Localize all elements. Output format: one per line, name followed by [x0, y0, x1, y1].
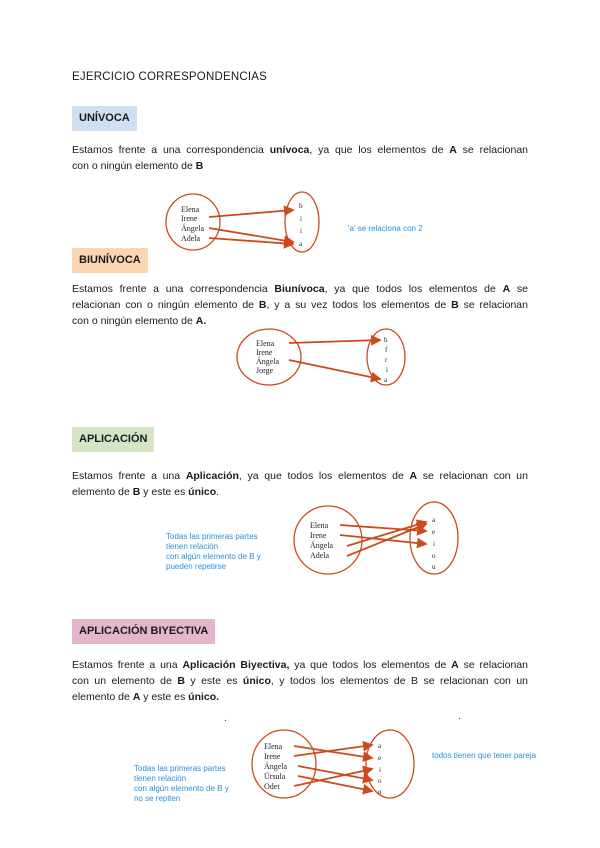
mapping-arrow	[209, 238, 293, 244]
aplicacion-diagram	[292, 502, 467, 577]
set-b-element: i	[433, 540, 435, 548]
set-b-element: e	[378, 754, 382, 762]
section-tag-aplicacion: APLICACIÓN	[72, 427, 154, 452]
mapping-arrow	[209, 210, 293, 217]
biunivoca-paragraph: Estamos frente a una correspondencia Biunívoca, ya que todos los elementos de A se relacionan con o ningún elemento de B, y a su vez todos los elementos de B se relacionan con o ningún elemento de A.	[72, 283, 528, 327]
set-b-element: e	[432, 528, 436, 536]
set-a-element: Elena	[310, 521, 329, 530]
mapping-arrow	[289, 340, 380, 343]
mapping-arrow	[289, 360, 380, 379]
set-a-element: Odet	[264, 782, 280, 791]
set-a-element: Ángela	[310, 541, 334, 550]
set-a-ellipse	[294, 506, 362, 574]
set-a-element: Adela	[181, 234, 201, 243]
set-a-element: Jorge	[256, 366, 274, 375]
set-b-element: a	[378, 742, 382, 750]
mapping-arrow	[294, 746, 372, 758]
set-b-element: i	[300, 227, 302, 235]
mapping-arrow	[294, 745, 372, 756]
set-b-element: a	[299, 240, 303, 248]
univoca-paragraph: Estamos frente a una correspondencia unívoca, ya que los elementos de A se relacionan con o ningún elemento de B	[72, 144, 529, 172]
set-a-element: Elena	[264, 742, 283, 751]
biyectiva-paragraph: Estamos frente a una Aplicación Biyectiva, ya que todos los elementos de A se relacionan con un elemento de B y este es único, y todos los elementos de B se relacionan con un elemento de A y este es único.	[72, 659, 529, 703]
set-b-element: u	[432, 563, 436, 571]
set-b-element: o	[432, 552, 436, 560]
aplicacion-note: Todas las primeras partes tienen relación con algún elemento de B y pueden repetirse	[166, 532, 261, 571]
biyectiva-note-right: todos tienen que tener pareja	[432, 751, 537, 760]
set-a-element: Ángela	[256, 357, 280, 366]
set-a-element: Adela	[310, 551, 330, 560]
univoca-note: 'a' se relaciona con 2	[348, 224, 423, 233]
set-a-element: Irene	[264, 752, 281, 761]
set-b-ellipse	[366, 730, 414, 798]
stray-mark: .	[458, 711, 461, 722]
set-a-element: Elena	[181, 205, 200, 214]
set-b-element: i	[386, 366, 388, 374]
set-b-element: i	[300, 215, 302, 223]
univoca-diagram	[165, 188, 325, 258]
mapping-arrow	[340, 535, 426, 544]
section-tag-univoca: UNÍVOCA	[72, 106, 137, 131]
mapping-arrow	[209, 228, 293, 242]
section-tag-biunivoca: BIUNÍVOCA	[72, 248, 148, 273]
set-a-element: Úrsula	[264, 772, 286, 781]
biyectiva-diagram	[250, 728, 420, 800]
set-b-element: a	[384, 376, 388, 384]
biyectiva-note-left: Todas las primeras partes tienen relación con algún elemento de B y no se repiten	[134, 764, 229, 803]
document-title: EJERCICIO CORRESPONDENCIAS	[72, 71, 267, 83]
set-a-element: Ángela	[264, 762, 288, 771]
set-b-element: a	[432, 516, 436, 524]
set-b-element: b	[299, 202, 303, 210]
set-a-element: Irene	[310, 531, 327, 540]
set-b-element: f	[385, 346, 388, 354]
set-a-element: Irene	[181, 214, 198, 223]
set-b-element: r	[385, 356, 388, 364]
aplicacion-paragraph: Estamos frente a una Aplicación, ya que todos los elementos de A se relacionan con un elemento de B y este es único.	[72, 470, 528, 498]
set-a-element: Elena	[256, 339, 275, 348]
set-b-element: u	[378, 788, 382, 796]
set-b-element: i	[379, 766, 381, 774]
set-a-element: Ángela	[181, 224, 205, 233]
biunivoca-diagram	[234, 326, 414, 390]
set-b-element: o	[378, 777, 382, 785]
stray-mark: .	[224, 713, 227, 724]
set-a-element: Irene	[256, 348, 273, 357]
set-b-element: b	[384, 336, 388, 344]
section-tag-biyectiva: APLICACIÓN BIYECTIVA	[72, 619, 215, 644]
